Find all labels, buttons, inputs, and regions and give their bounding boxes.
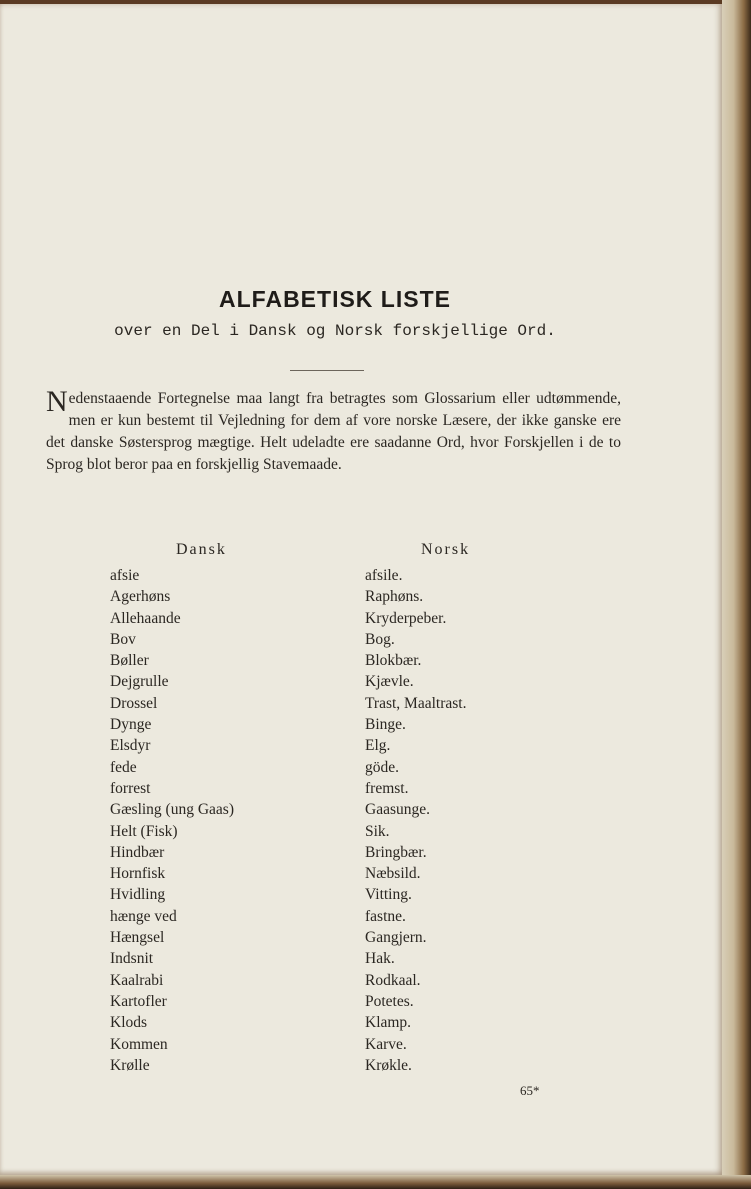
- dansk-word: Agerhøns: [110, 588, 171, 606]
- norsk-word: Krøkle.: [365, 1056, 412, 1074]
- dansk-word: Bøller: [110, 652, 149, 670]
- norsk-word: Næbsild.: [365, 865, 421, 883]
- dansk-word: Hornfisk: [110, 865, 166, 883]
- page-edge-bottom: [0, 1175, 751, 1189]
- dansk-word: Kommen: [110, 1035, 168, 1053]
- norsk-word: Gaasunge.: [365, 801, 430, 819]
- norsk-word: Binge.: [365, 716, 406, 734]
- page-subtitle: over en Del i Dansk og Norsk forskjellige Ord.: [114, 322, 556, 340]
- norsk-word-list: [365, 565, 466, 1076]
- norsk-word: Elg.: [365, 737, 391, 755]
- dansk-word: Helt (Fisk): [110, 822, 178, 840]
- page-number: 65*: [520, 1083, 540, 1098]
- dansk-word: fede: [110, 758, 137, 776]
- norsk-word: afsile.: [365, 567, 403, 584]
- norsk-word: Sik.: [365, 822, 390, 840]
- norsk-word: Bringbær.: [365, 843, 427, 861]
- dansk-word: Kartofler: [110, 992, 167, 1010]
- dansk-word: Kaalrabi: [110, 971, 164, 989]
- page-edge-right: [722, 0, 751, 1189]
- dansk-word: Bov: [110, 630, 136, 648]
- dansk-word: Klods: [110, 1014, 148, 1032]
- dansk-word: Hindbær: [110, 843, 165, 861]
- dansk-word: Dejgrulle: [110, 673, 169, 691]
- column-header-dansk: Dansk: [176, 541, 227, 558]
- norsk-word: Hak.: [365, 950, 395, 968]
- norsk-word: göde.: [365, 758, 400, 776]
- column-header-norsk: Norsk: [421, 541, 471, 558]
- norsk-word: Kjævle.: [365, 673, 414, 691]
- dansk-word: Indsnit: [110, 950, 154, 968]
- dansk-word: Hvidling: [110, 886, 166, 904]
- dansk-word: afsie: [110, 567, 140, 584]
- divider-rule: [290, 370, 364, 371]
- norsk-word: Rodkaal.: [365, 971, 421, 989]
- intro-text: edenstaaende Fortegnelse maa langt fra betragtes som Glossarium eller udtømmende, men er kun bestemt til Vejledning for dem af vore norske Læsere, der ikke ganske ere det danske Søstersprog mægtige. Helt udeladte ere saadanne Ord, hvor Forskjellen i de to Sprog blot beror paa en forskjellig Stavemaade.: [46, 390, 621, 473]
- drop-cap: N: [46, 385, 68, 418]
- norsk-word: fremst.: [365, 779, 409, 797]
- norsk-word: Trast, Maaltrast.: [365, 694, 467, 712]
- dansk-word: Krølle: [110, 1056, 150, 1074]
- norsk-word: Blokbær.: [365, 652, 422, 670]
- dansk-word: Allehaande: [110, 609, 181, 627]
- dansk-word: Hængsel: [110, 929, 165, 947]
- dansk-word: Dynge: [110, 716, 152, 734]
- norsk-word: Gangjern.: [365, 929, 427, 947]
- norsk-word: Raphøns.: [365, 588, 424, 606]
- norsk-word: Vitting.: [365, 886, 412, 904]
- norsk-word: Bog.: [365, 630, 395, 648]
- book-page: [0, 4, 722, 1175]
- dansk-word: Drossel: [110, 694, 158, 712]
- norsk-word: Kryderpeber.: [365, 609, 447, 627]
- norsk-word: fastne.: [365, 907, 406, 925]
- norsk-word: Klamp.: [365, 1014, 412, 1032]
- dansk-word: Gæsling (ung Gaas): [110, 801, 234, 819]
- page-title: ALFABETISK LISTE: [219, 286, 451, 312]
- dansk-word: forrest: [110, 779, 151, 797]
- dansk-word: hænge ved: [110, 907, 177, 925]
- dansk-word: Elsdyr: [110, 737, 151, 755]
- intro-paragraph: [46, 385, 621, 476]
- dansk-word-list: [110, 565, 234, 1076]
- norsk-word: Karve.: [365, 1035, 407, 1053]
- norsk-word: Potetes.: [365, 992, 414, 1010]
